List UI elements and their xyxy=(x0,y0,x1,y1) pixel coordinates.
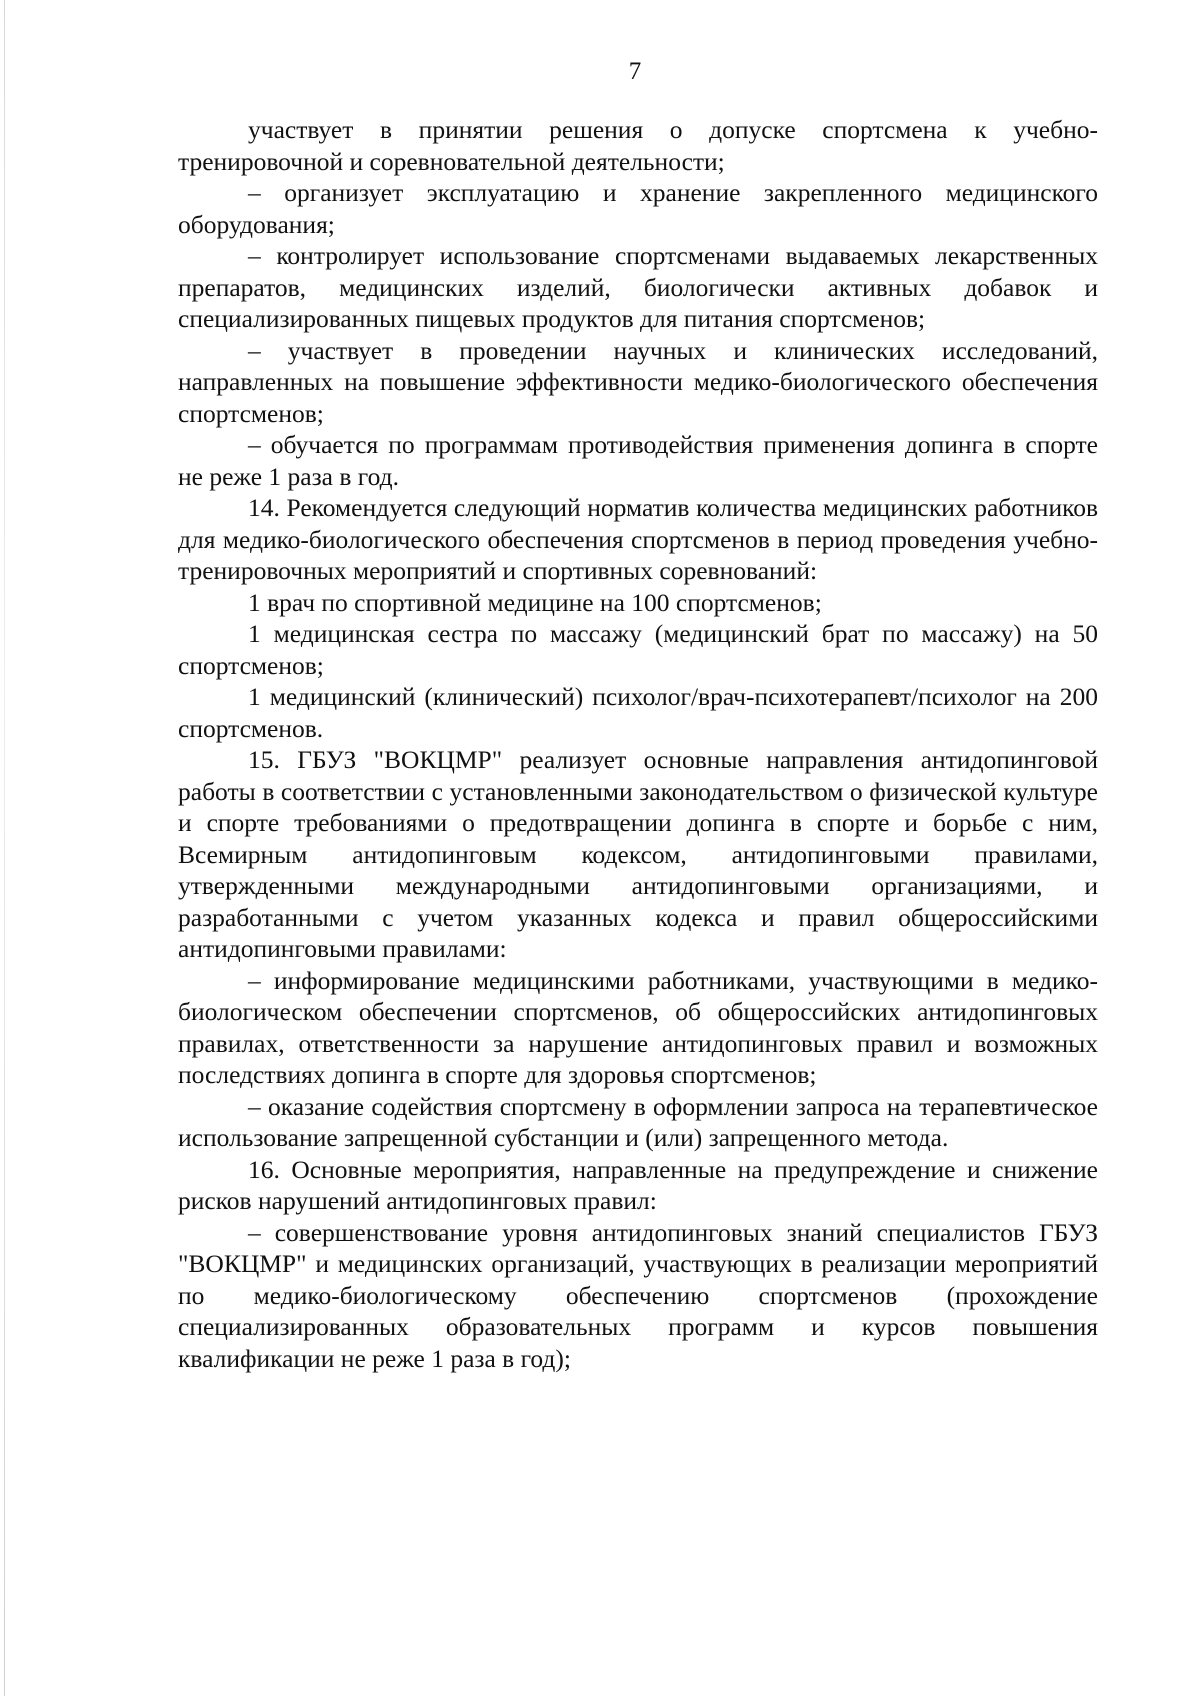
paragraph-antidoping-training: – обучается по программам противодействия применения допинга в спорте не реже 1 раза в год. xyxy=(178,430,1098,491)
paragraph-staffing-doctor: 1 врач по спортивной медицине на 100 спортсменов; xyxy=(248,587,822,617)
paragraph-knowledge-improvement: – совершенствование уровня антидопинговых знаний специалистов ГБУЗ "ВОКЦМР" и медицинских организаций, участвующих в реализации мероприятий по медико-биологическому обеспечению спортсменов (прохождение специализированных образовательных программ и курсов повышения квалификации не реже 1 раза в год); xyxy=(178,1217,1098,1373)
paragraph-medical-admission: участвует в принятии решения о допуске спортсмена к учебно-тренировочной и соревновательной деятельности; xyxy=(178,115,1098,176)
paragraph-therapeutic-use-request: – оказание содействия спортсмену в оформлении запроса на терапевтическое использование запрещенной субстанции и (или) запрещенного метода. xyxy=(178,1091,1098,1152)
paragraph-medication-control: – контролирует использование спортсменами выдаваемых лекарственных препаратов, медицинских изделий, биологически активных добавок и специализированных пищевых продуктов для питания спортсменов; xyxy=(178,241,1098,333)
paragraph-section-15-antidoping: 15. ГБУЗ "ВОКЦМР" реализует основные направления антидопинговой работы в соответствии с установленными законодательством о физической культуре и спорте требованиями о предотвращении допинга в спорте и борьбе с ним, Всемирным антидопинговым кодексом, антидопинговыми правилами, утвержденными международными антидопинговыми организациями, и разработанными с учетом указанных кодекса и правил общероссийскими антидопинговыми правилами: xyxy=(178,745,1098,963)
paragraph-informing-athletes: – информирование медицинскими работниками, участвующими в медико-биологическом обеспечении спортсменов, об общероссийских антидопинговых правилах, ответственности за нарушение антидопинговых правил и возможных последствиях допинга в спорте для здоровья спортсменов; xyxy=(178,965,1098,1089)
paragraph-staffing-massage-nurse: 1 медицинская сестра по массажу (медицинский брат по массажу) на 50 спортсменов; xyxy=(178,619,1098,680)
page-number: 7 xyxy=(628,58,642,85)
scan-edge-line xyxy=(4,0,5,1696)
paragraph-equipment-maintenance: – организует эксплуатацию и хранение закрепленного медицинского оборудования; xyxy=(178,178,1098,239)
paragraph-staffing-psychologist: 1 медицинский (клинический) психолог/врач-психотерапевт/психолог на 200 спортсменов. xyxy=(178,682,1098,743)
paragraph-section-16-risk-reduction: 16. Основные мероприятия, направленные на предупреждение и снижение рисков нарушений антидопинговых правил: xyxy=(178,1154,1098,1215)
paragraph-section-14-staffing: 14. Рекомендуется следующий норматив количества медицинских работников для медико-биологического обеспечения спортсменов в период проведения учебно-тренировочных мероприятий и спортивных соревнований: xyxy=(178,493,1098,585)
document-body xyxy=(178,114,1098,1374)
paragraph-research-participation: – участвует в проведении научных и клинических исследований, направленных на повышение эффективности медико-биологического обеспечения спортсменов; xyxy=(178,335,1098,428)
